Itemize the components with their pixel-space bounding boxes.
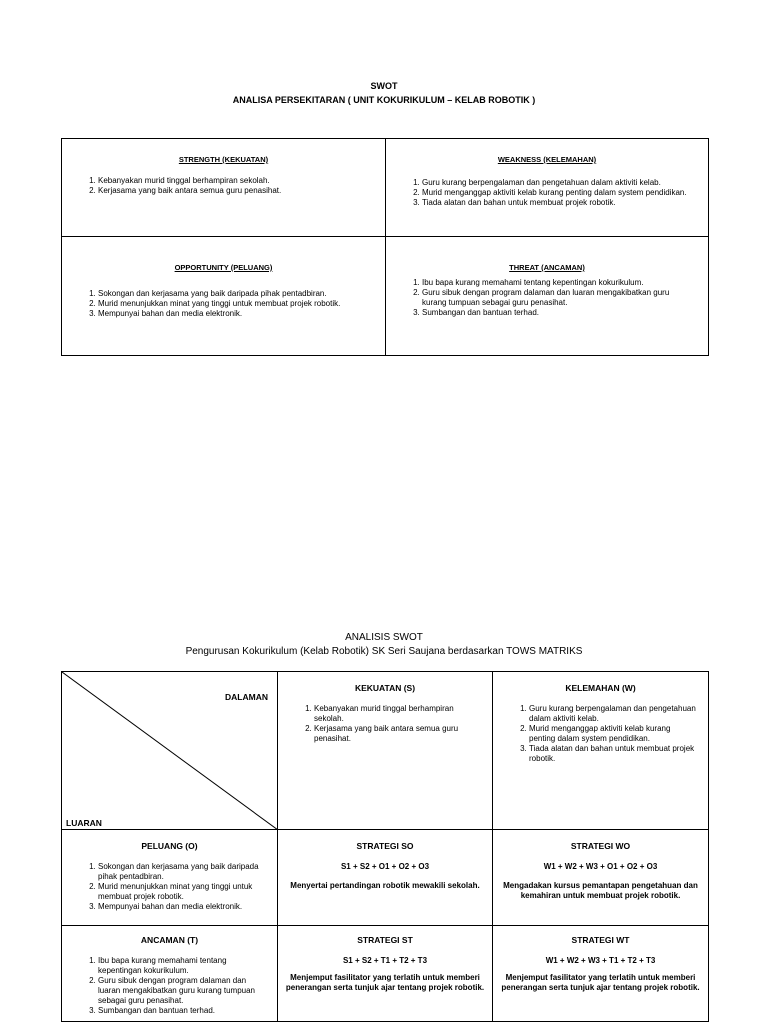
strength-list: [62, 176, 385, 196]
strategi-wt-cell: [493, 926, 709, 1022]
strategi-so-heading: STRATEGI SO: [356, 841, 414, 851]
strategi-so-cell: [278, 830, 493, 926]
list-item: 1. Sokongan dan kerjasama yang baik daripada pihak pentadbiran.: [98, 289, 379, 299]
strategi-wt-desc: Menjemput fasilitator yang terlatih untuk memberi penerangan serta tunjuk ajar tentang projek robotik.: [501, 973, 700, 992]
corner-luaran: LUARAN: [66, 818, 102, 828]
list-item: 1. Guru kurang berpengalaman dan pengetahuan dalam aktiviti kelab.: [422, 178, 698, 188]
swot-subtitle: ANALISA PERSEKITARAN ( UNIT KOKURIKULUM – KELAB ROBOTIK ): [232, 95, 536, 105]
kelemahan-heading: KELEMAHAN (W): [565, 683, 636, 693]
strategi-st-cell: [278, 926, 493, 1022]
opportunity-list: [62, 289, 385, 319]
strategi-wo-formula: W1 + W2 + W3 + O1 + O2 + O3: [543, 862, 658, 871]
list-item: 2. Murid menganggap aktiviti kelab kurang penting dalam system pendidikan.: [422, 188, 698, 198]
list-item: 3. Sumbangan dan bantuan terhad.: [98, 1006, 269, 1016]
list-item: 2. Kerjasama yang baik antara semua guru penasihat.: [314, 724, 478, 744]
analisis-title: ANALISIS SWOT: [345, 632, 423, 643]
list-item: 1. Ibu bapa kurang memahami tentang kepentingan kokurikulum.: [98, 956, 269, 976]
kekuatan-cell: [278, 672, 493, 830]
kelemahan-list: [493, 704, 708, 764]
ancaman-list: [62, 956, 277, 1016]
strategi-so-formula: S1 + S2 + O1 + O2 + O3: [340, 862, 430, 871]
strategi-st-formula: S1 + S2 + T1 + T2 + T3: [342, 956, 428, 965]
weakness-list: [386, 178, 708, 208]
strategi-wo-heading: STRATEGI WO: [570, 841, 631, 851]
list-item: 3. Tiada alatan dan bahan untuk membuat projek robotik.: [529, 744, 698, 764]
kekuatan-heading: KEKUATAN (S): [354, 683, 416, 693]
peluang-heading: PELUANG (O): [141, 841, 198, 851]
strength-heading: STRENGTH (KEKUATAN): [178, 155, 269, 164]
list-item: 1. Ibu bapa kurang memahami tentang kepentingan kokurikulum.: [422, 278, 690, 288]
list-item: 2. Murid menunjukkan minat yang tinggi untuk membuat projek robotik.: [98, 882, 267, 902]
kekuatan-list: [278, 704, 492, 744]
corner-cell: [62, 672, 278, 830]
strategi-wt-formula: W1 + W2 + W3 + T1 + T2 + T3: [545, 956, 656, 965]
list-item: 1. Guru kurang berpengalaman dan pengetahuan dalam aktiviti kelab.: [529, 704, 698, 724]
list-item: 1. Sokongan dan kerjasama yang baik daripada pihak pentadbiran.: [98, 862, 267, 882]
analisis-subtitle: Pengurusan Kokurikulum (Kelab Robotik) SK Seri Saujana berdasarkan TOWS MATRIKS: [185, 646, 583, 657]
list-item: 2. Guru sibuk dengan program dalaman dan luaran mengakibatkan guru kurang tumpuan sebagai guru penasihat.: [98, 976, 269, 1006]
opportunity-cell: [62, 237, 386, 356]
list-item: 3. Tiada alatan dan bahan untuk membuat projek robotik.: [422, 198, 698, 208]
list-item: 3. Mempunyai bahan dan media elektronik.: [98, 902, 267, 912]
threat-cell: [386, 237, 709, 356]
list-item: 3. Sumbangan dan bantuan terhad.: [422, 308, 690, 318]
strategi-wo-cell: [493, 830, 709, 926]
weakness-cell: [386, 139, 709, 237]
swot-table: [61, 138, 709, 356]
strength-cell: [62, 139, 386, 237]
threat-list: [386, 278, 708, 318]
tows-matrix: [61, 671, 709, 1022]
weakness-heading: WEAKNESS (KELEMAHAN): [497, 155, 597, 164]
ancaman-heading: ANCAMAN (T): [140, 935, 199, 945]
corner-dalaman: DALAMAN: [225, 692, 268, 702]
kelemahan-cell: [493, 672, 709, 830]
list-item: 3. Mempunyai bahan dan media elektronik.: [98, 309, 379, 319]
strategi-st-desc: Menjemput fasilitator yang terlatih untuk memberi penerangan serta tunjuk ajar tentang projek robotik.: [285, 973, 485, 992]
strategi-st-heading: STRATEGI ST: [357, 935, 413, 945]
peluang-cell: [62, 830, 278, 926]
peluang-list: [62, 862, 277, 912]
list-item: 2. Murid menganggap aktiviti kelab kurang penting dalam system pendidikan.: [529, 724, 698, 744]
threat-heading: THREAT (ANCAMAN): [509, 263, 585, 272]
list-item: 2. Murid menunjukkan minat yang tinggi untuk membuat projek robotik.: [98, 299, 379, 309]
swot-title: SWOT: [370, 81, 398, 91]
strategi-wo-desc: Mengadakan kursus pemantapan pengetahuan dan kemahiran untuk membuat projek robotik.: [503, 881, 698, 900]
list-item: 1. Kebanyakan murid tinggal berhampiran sekolah.: [314, 704, 478, 724]
ancaman-cell: [62, 926, 278, 1022]
list-item: 2. Kerjasama yang baik antara semua guru penasihat.: [98, 186, 385, 196]
list-item: 2. Guru sibuk dengan program dalaman dan luaran mengakibatkan guru kurang tumpuan sebagai guru penasihat.: [422, 288, 690, 308]
list-item: 1. Kebanyakan murid tinggal berhampiran sekolah.: [98, 176, 385, 186]
strategi-so-desc: Menyertai pertandingan robotik mewakili sekolah.: [290, 881, 480, 890]
strategi-wt-heading: STRATEGI WT: [571, 935, 630, 945]
opportunity-heading: OPPORTUNITY (PELUANG): [174, 263, 273, 272]
